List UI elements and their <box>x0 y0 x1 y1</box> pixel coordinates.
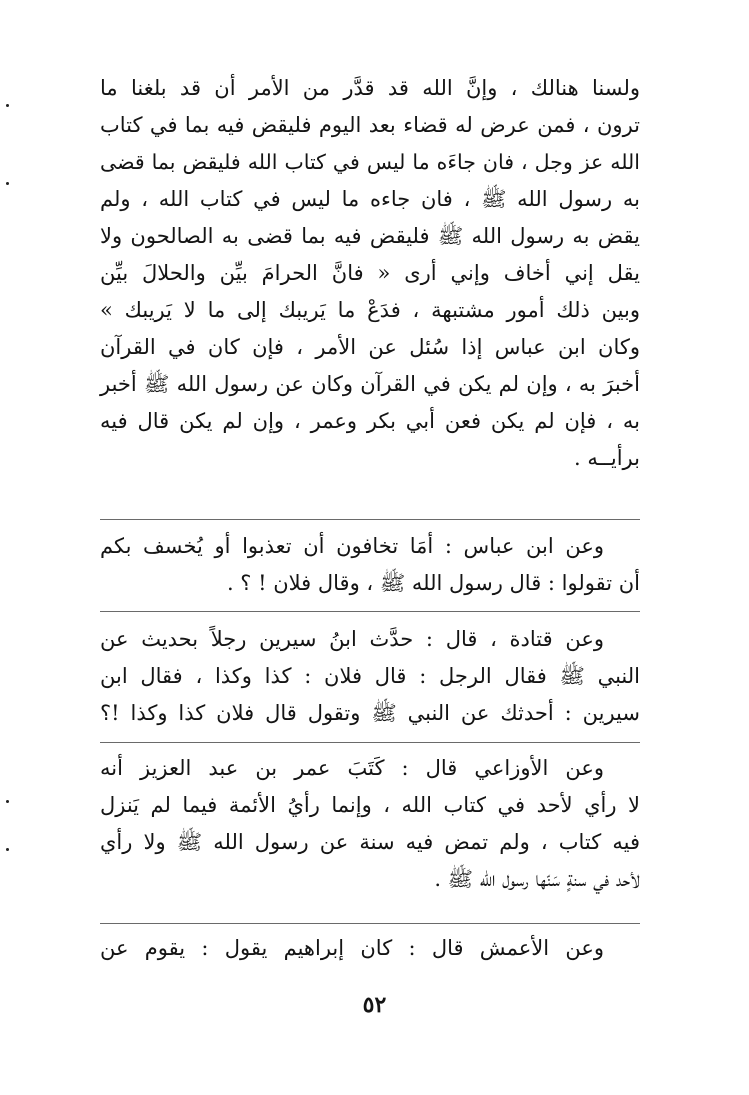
section-divider <box>100 611 640 612</box>
text-line: به رسول الله ﷺ ، فان جاءه ما ليس في كتاب الله ، ولم <box>100 187 640 211</box>
text-line: لا رأي لأحد في كتاب الله ، وإنما رأيُ الأئمة فيما لم يَنزل <box>100 793 640 817</box>
scan-speck <box>6 800 9 803</box>
paragraph-4 <box>100 750 640 898</box>
text-line: الله عز وجل ، فان جاءَه ما ليس في كتاب الله فليقض بما قضى <box>100 150 640 174</box>
text-line: يقض به رسول الله ﷺ فليقض فيه بما قضى به الصالحون ولا <box>100 224 640 248</box>
text-line: وعن ابن عباس : أمَا تخافون أن تعذبوا أو يُخسف بكم <box>100 534 604 558</box>
text-line: وعن الأعمش قال : كان إبراهيم يقول : يقوم عن <box>100 936 604 960</box>
scan-speck <box>6 104 9 107</box>
paragraph-5 <box>100 930 640 967</box>
text-line: برأيــه . <box>573 446 640 470</box>
text-line: النبي ﷺ فقال الرجل : قال فلان : كذا وكذا ، فقال ابن <box>100 664 640 688</box>
text-line: أخبرَ به ، وإن لم يكن في القرآن وكان عن رسول الله ﷺ أخبر <box>100 372 640 396</box>
page-number: ٥٢ <box>362 992 387 1018</box>
scan-speck <box>6 182 9 185</box>
text-line: فيه كتاب ، ولم تمض فيه سنة عن رسول الله ﷺ ولا رأي <box>100 830 640 854</box>
section-divider <box>100 923 640 924</box>
text-line: أن تقولوا : قال رسول الله ﷺ ، وقال فلان ! ؟ . <box>226 571 640 595</box>
text-line: وعن قتادة ، قال : حدَّث ابنُ سيرين رجلاً بحديث عن <box>100 627 604 651</box>
text-line: ولسنا هنالك ، وإنَّ الله قد قدَّر من الأمر أن قد بلغنا ما <box>100 76 640 100</box>
text-line: سيرين : أحدثك عن النبي ﷺ وتقول قال فلان كذا وكذا !؟ <box>100 701 640 725</box>
text-line: لأحد في سنةٍ سَنّها رسول الله ﷺ . <box>434 867 640 891</box>
section-divider <box>100 742 640 743</box>
paragraph-1 <box>100 70 640 477</box>
section-divider <box>100 519 640 520</box>
text-line: ترون ، فمن عرض له قضاء بعد اليوم فليقض فيه بما في كتاب <box>100 113 640 137</box>
scan-speck <box>6 848 9 851</box>
text-line: وبين ذلك أمور مشتبهة ، فدَعْ ما يَريبك إلى ما لا يَريبك » <box>100 298 640 322</box>
paragraph-3 <box>100 621 640 732</box>
text-line: به ، فإن لم يكن فعن أبي بكر وعمر ، وإن لم يكن قال فيه <box>100 409 640 433</box>
text-line: وكان ابن عباس إذا سُئل عن الأمر ، فإن كان في القرآن <box>100 335 640 359</box>
paragraph-2 <box>100 528 640 602</box>
text-line: يقل إني أخاف وإني أرى « فانَّ الحرامَ بيِّن والحلالَ بيِّن <box>100 261 640 285</box>
text-line: وعن الأوزاعي قال : كَتَبَ عمر بن عبد العزيز أنه <box>100 756 604 780</box>
